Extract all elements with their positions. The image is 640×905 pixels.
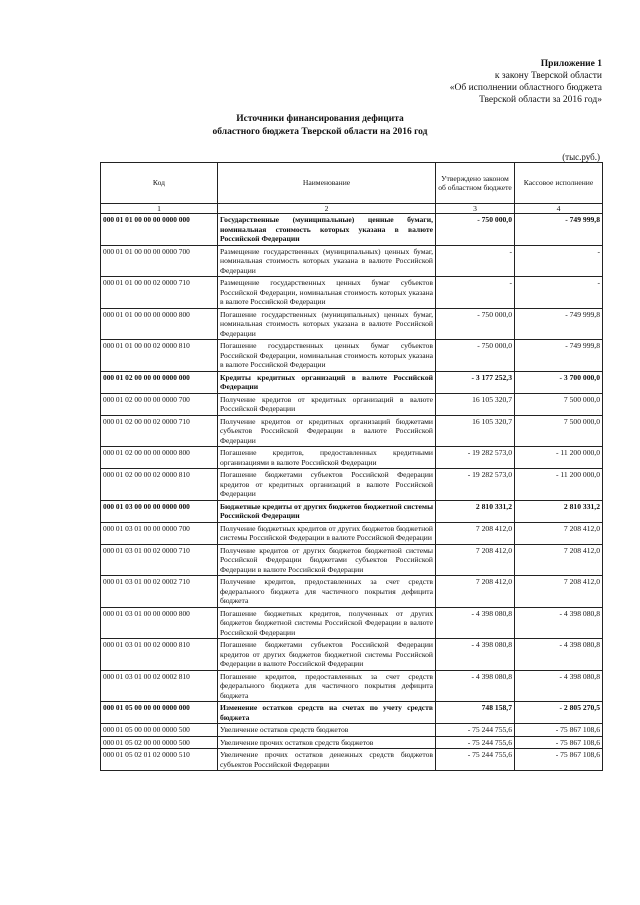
row-executed: - 749 999,8 [515,214,603,246]
row-code: 000 01 03 01 00 00 0000 700 [101,522,218,544]
table-row [101,544,603,576]
row-code: 000 01 01 00 00 00 0000 000 [101,214,218,246]
row-code: 000 01 01 00 00 02 0000 810 [101,340,218,372]
row-code: 000 01 01 00 00 00 0000 700 [101,245,218,277]
title-line: Источники финансирования дефицита [236,114,404,124]
row-name: Погашение государственных (муниципальных) ценных бумаг, номинальная стоимость которых указана в валюте Российской Федерации [218,308,436,340]
table-row [101,736,603,749]
row-code: 000 01 02 00 00 00 0000 700 [101,393,218,415]
table-row [101,576,603,608]
row-approved: - 4 398 080,8 [436,670,515,702]
row-approved: - 4 398 080,8 [436,607,515,639]
table-row [101,393,603,415]
row-executed: - 4 398 080,8 [515,607,603,639]
row-approved: - 3 177 252,3 [436,371,515,393]
table-row [101,245,603,277]
row-executed: 7 500 000,0 [515,415,603,447]
row-name: Погашение бюджетами субъектов Российской Федерации кредитов от других бюджетов бюджетной системы Российской Федерации в валюте Российской Федерации [218,639,436,671]
column-number: 2 [218,204,436,214]
row-executed: - 11 200 000,0 [515,469,603,501]
row-approved: - 19 282 573,0 [436,447,515,469]
row-code: 000 01 02 00 00 02 0000 810 [101,469,218,501]
row-name: Погашение бюджетами субъектов Российской Федерации кредитов от кредитных организаций в валюте Российской Федерации [218,469,436,501]
row-executed: - 749 999,8 [515,308,603,340]
row-code: 000 01 03 00 00 00 0000 000 [101,500,218,522]
row-approved: - 19 282 573,0 [436,469,515,501]
row-name: Увеличение прочих остатков средств бюджетов [218,736,436,749]
row-approved: - [436,245,515,277]
row-executed: - 4 398 080,8 [515,639,603,671]
table-row [101,724,603,737]
row-name: Государственные (муниципальные) ценные бумаги, номинальная стоимость которых указана в валюте Российской Федерации [218,214,436,246]
row-approved: - 75 244 755,6 [436,724,515,737]
units-label: (тыс.руб.) [562,152,600,162]
financing-table [100,162,603,771]
row-approved: - 4 398 080,8 [436,639,515,671]
row-code: 000 01 01 00 00 00 0000 800 [101,308,218,340]
table-row [101,371,603,393]
appendix-line: Тверской области за 2016 год» [479,95,602,105]
table-row [101,670,603,702]
row-approved: 7 208 412,0 [436,544,515,576]
row-name: Погашение кредитов, предоставленных за счет средств федерального бюджета для частичного покрытия дефицита бюджета [218,670,436,702]
row-executed: - 75 867 108,6 [515,736,603,749]
row-executed: - 3 700 000,0 [515,371,603,393]
row-approved: - 75 244 755,6 [436,736,515,749]
row-code: 000 01 02 00 00 02 0000 710 [101,415,218,447]
row-name: Получение кредитов, предоставленных за счет средств федерального бюджета для частичного покрытия дефицита бюджета [218,576,436,608]
table-row [101,639,603,671]
row-executed: - [515,277,603,309]
table-row [101,277,603,309]
row-approved: - 750 000,0 [436,340,515,372]
row-code: 000 01 01 00 00 02 0000 710 [101,277,218,309]
table-row [101,607,603,639]
column-number: 1 [101,204,218,214]
row-name: Получение бюджетных кредитов от других бюджетов бюджетной системы Российской Федерации в валюте Российской Федерации [218,522,436,544]
table-body [101,214,603,771]
row-name: Получение кредитов от других бюджетов бюджетной системы Российской Федерации бюджетами субъектов Российской Федерации в валюте Российской Федерации [218,544,436,576]
row-approved: 748 158,7 [436,702,515,724]
row-name: Размещение государственных ценных бумаг субъектов Российской Федерации, номинальная стоимость которых указана в валюте Российской Федерации [218,277,436,309]
row-code: 000 01 05 02 01 02 0000 510 [101,749,218,771]
header-code: Код [101,163,218,204]
row-code: 000 01 05 00 00 00 0000 500 [101,724,218,737]
header-approved: Утверждено законом об областном бюджете [436,163,515,204]
row-name: Погашение бюджетных кредитов, полученных от других бюджетов бюджетной системы Российской Федерации в валюте Российской Федерации [218,607,436,639]
row-executed: 2 810 331,2 [515,500,603,522]
row-approved: 7 208 412,0 [436,522,515,544]
row-approved: - 750 000,0 [436,308,515,340]
row-approved: - [436,277,515,309]
row-name: Кредиты кредитных организаций в валюте Российской Федерации [218,371,436,393]
row-name: Размещение государственных (муниципальных) ценных бумаг, номинальная стоимость которых указана в валюте Российской Федерации [218,245,436,277]
row-approved: - 750 000,0 [436,214,515,246]
row-executed: - 75 867 108,6 [515,724,603,737]
row-executed: - 4 398 080,8 [515,670,603,702]
row-code: 000 01 05 02 00 00 0000 500 [101,736,218,749]
row-executed: - [515,245,603,277]
row-name: Увеличение остатков средств бюджетов [218,724,436,737]
row-code: 000 01 02 00 00 00 0000 800 [101,447,218,469]
row-name: Получение кредитов от кредитных организаций бюджетами субъектов Российской Федерации в валюте Российской Федерации [218,415,436,447]
row-approved: 2 810 331,2 [436,500,515,522]
row-code: 000 01 03 01 00 02 0002 710 [101,576,218,608]
table-row [101,500,603,522]
appendix-line: к закону Тверской области [494,71,602,81]
row-approved: - 75 244 755,6 [436,749,515,771]
row-name: Погашение государственных ценных бумаг субъектов Российской Федерации, номинальная стоимость которых указана в валюте Российской Федерации [218,340,436,372]
table-row [101,308,603,340]
table-row [101,469,603,501]
appendix-title: Приложение 1 [540,59,602,69]
row-executed: - 11 200 000,0 [515,447,603,469]
row-executed: 7 208 412,0 [515,576,603,608]
table-row [101,749,603,771]
row-name: Увеличение прочих остатков денежных средств бюджетов субъектов Российской Федерации [218,749,436,771]
row-name: Бюджетные кредиты от других бюджетов бюджетной системы Российской Федерации [218,500,436,522]
row-name: Получение кредитов от кредитных организаций в валюте Российской Федерации [218,393,436,415]
table-row [101,522,603,544]
row-executed: 7 208 412,0 [515,544,603,576]
table-row [101,340,603,372]
row-code: 000 01 03 01 00 02 0000 810 [101,639,218,671]
table-row [101,214,603,246]
row-name: Изменение остатков средств на счетах по учету средств бюджета [218,702,436,724]
column-number: 3 [436,204,515,214]
row-executed: - 2 805 270,5 [515,702,603,724]
row-approved: 16 105 320,7 [436,393,515,415]
document-title [0,113,640,139]
header-name: Наименование [218,163,436,204]
row-name: Погашение кредитов, предоставленных кредитными организациями в валюте Российской Федерации [218,447,436,469]
column-number: 4 [515,204,603,214]
row-executed: 7 208 412,0 [515,522,603,544]
header-executed: Кассовое исполнение [515,163,603,204]
row-approved: 7 208 412,0 [436,576,515,608]
row-executed: - 75 867 108,6 [515,749,603,771]
row-code: 000 01 02 00 00 00 0000 000 [101,371,218,393]
table-row [101,415,603,447]
row-executed: 7 500 000,0 [515,393,603,415]
table-row [101,447,603,469]
row-code: 000 01 03 01 00 02 0002 810 [101,670,218,702]
row-code: 000 01 03 01 00 00 0000 800 [101,607,218,639]
title-line: областного бюджета Тверской области на 2016 год [212,127,428,137]
table-row [101,702,603,724]
appendix-line: «Об исполнении областного бюджета [449,83,602,93]
row-code: 000 01 03 01 00 02 0000 710 [101,544,218,576]
row-code: 000 01 05 00 00 00 0000 000 [101,702,218,724]
column-number-row [101,204,603,214]
row-executed: - 749 999,8 [515,340,603,372]
row-approved: 16 105 320,7 [436,415,515,447]
appendix-header [450,58,602,106]
table-header-row [101,163,603,204]
